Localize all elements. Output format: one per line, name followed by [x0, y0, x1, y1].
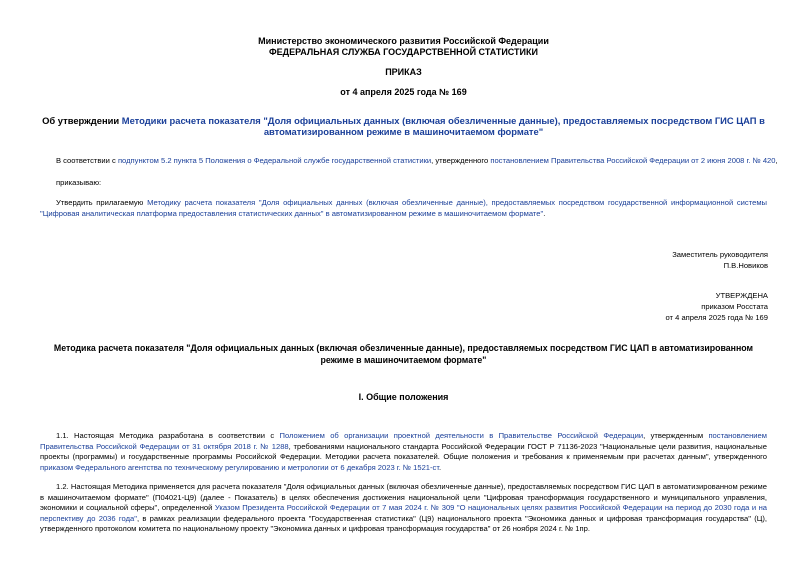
approve-pre: Утвердить прилагаемую — [56, 198, 148, 207]
approval-line1: УТВЕРЖДЕНА — [715, 291, 768, 300]
approval-line3: от 4 апреля 2025 года № 169 — [665, 313, 768, 322]
basis-link-regulation[interactable]: подпунктом 5.2 пункта 5 Положения о Федеральной службе государственной статистики — [117, 156, 432, 165]
approve-post: . — [543, 208, 546, 218]
approve-method-link[interactable]: Методику расчета показателя "Доля официальных данных (включая обезличенные данные), предоставляемых посредством государственной информационной системы "Цифровая аналитическая платформа предоставления статистических данных" в автоматизированном режиме в машиночитаемом формате" — [40, 198, 768, 218]
order-word: приказываю: — [56, 178, 102, 187]
title-method-link-cont[interactable]: автоматизированном режиме в машиночитаемом формате" — [263, 126, 544, 137]
p11-c: , требованиями национального стандарта Российской Федерации ГОСТ Р 71136-2023 "Национальные цели развития, национальные проекты (программы) и государственные программы Российской Федерации. Методики расчета показателей. Общие положения и требования к применяемым при расчетах данным", утвержденного — [40, 441, 767, 461]
p11-link-project-regulation[interactable]: Положением об организации проектной деятельности в Правительстве Российской Федерации — [279, 431, 644, 440]
paragraph-1-2 — [40, 482, 767, 535]
p11-d: . — [438, 462, 442, 472]
p12-a: 1.2. Настоящая Методика применяется для расчета показателя "Доля официальных данных (включая обезличенные данные), предоставляемых посредством ГИС ЦАП в автоматизированном режиме в машиночитаемом формате" (П04021-Ц9) (далее - Показатель) в целях обеспечения достижения национальной цели "Цифровая трансформация государственного и муниципального управления, экономики и социальной сферы", определенной — [40, 482, 767, 512]
section1-title: I. Общие положения — [358, 392, 449, 402]
method-title-line2: режиме в машиночитаемом формате" — [320, 355, 487, 365]
basis-link-resolution[interactable]: постановлением Правительства Российской Федерации от 2 июня 2008 г. № 420 — [490, 156, 776, 165]
paragraph-1-1 — [40, 431, 767, 473]
approval-line2: приказом Росстата — [701, 302, 768, 311]
signature-position: Заместитель руководителя — [672, 250, 768, 259]
p12-link-decree-309[interactable]: Указом Президента Российской Федерации от 7 мая 2024 г. № 309 "О национальных целях развития Российской Федерации на период до 2030 года и на перспективу до 2036 года" — [40, 503, 767, 523]
title-method-link[interactable]: Методики расчета показателя "Доля официальных данных (включая обезличенные данные), предоставляемых посредством ГИС ЦАП в — [121, 115, 765, 126]
p12-b: , в рамках реализации федерального проекта "Государственная статистика" (Ц9) национального проекта "Экономика данных и цифровая трансформация государства" (Ц), утвержденного протоколом комитета по национальному проекту "Экономика данных и цифровая трансформация государства" от 26 ноября 2024 г. № 1пр. — [40, 513, 768, 533]
p11-b: , утвержденным — [643, 431, 709, 440]
service-name: ФЕДЕРАЛЬНАЯ СЛУЖБА ГОСУДАРСТВЕННОЙ СТАТИСТИКИ — [269, 47, 538, 57]
basis-mid: , утвержденного — [431, 156, 491, 165]
method-title — [0, 342, 807, 366]
p11-a: 1.1. Настоящая Методика разработана в соответствии с — [56, 431, 280, 440]
doc-date-number: от 4 апреля 2025 года № 169 — [340, 87, 467, 97]
title-prefix: Об утверждении — [42, 115, 122, 126]
approve-paragraph — [40, 198, 767, 219]
ministry-name: Министерство экономического развития Российской Федерации — [258, 36, 549, 46]
p11-link-resolution-1288[interactable]: постановлением Правительства Российской Федерации от 31 октября 2018 г. № 1288 — [40, 431, 767, 451]
signature-name: П.В.Новиков — [723, 261, 768, 270]
basis-post: , — [775, 156, 778, 165]
basis-pre: В соответствии с — [56, 156, 118, 165]
basis-paragraph — [56, 155, 778, 166]
p11-link-rosstandart-order[interactable]: приказом Федерального агентства по техническому регулированию и метрологии от 6 декабря 2023 г. № 1521-ст — [40, 462, 439, 472]
doc-title — [0, 115, 807, 137]
doc-type: ПРИКАЗ — [385, 67, 422, 77]
method-title-line1: Методика расчета показателя "Доля официальных данных (включая обезличенные данные), предоставляемых посредством ГИС ЦАП в автоматизированном — [53, 343, 754, 353]
